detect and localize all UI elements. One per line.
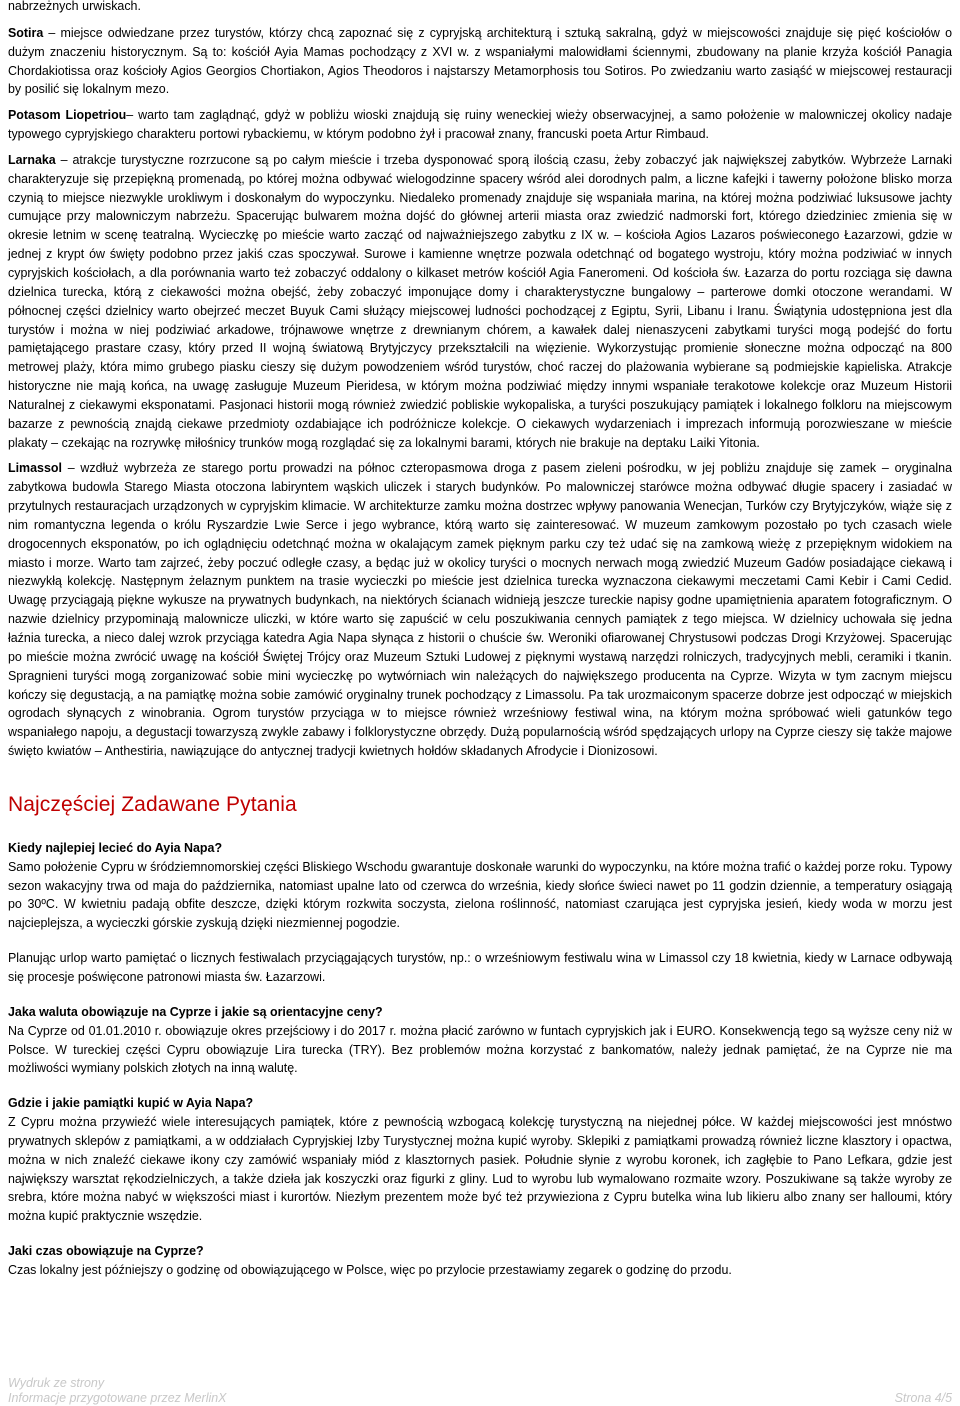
footer-print-label: Wydruk ze strony (8, 1376, 105, 1390)
attraction-text: – atrakcje turystyczne rozrzucone są po całym mieście i trzeba dysponować sporą ilością czasu, żeby zobaczyć jak największej zabytków. Wybrzeże Larnaki charakteryzuje się przepiękną promenadą, po której można odbywać wielogodzinne spacery wśród alei dorodnych palm, a liczne kafejki i tawerny położone blisko morza czynią to miejsce niezwykle urokliwym i doskonałym do wypoczynku. Niedaleko promenady znajduje się wspaniała marina, na której można podziwiać luksusowe jachty cumujące przy malowniczym nabrzeżu. Spacerując bulwarem można dojść do głównej arterii miasta oraz zwiedzić nadmorski fort, którego dziedziniec zmienia się w okresie letnim w scenę teatralną. Wycieczkę po mieście warto zacząć od najważniejszego zabytku z IX w. – kościoła Agios Lazaros poświeconego Łazarzowi, gdzie w jednej z krypt ów święty podobno przez jakiś czas spoczywał. Surowe i kamienne wnętrze pozwala odetchnąć od bogatego wystroju, który można podziwiać w innych cypryjskich kościołach, a dla porównania warto też zobaczyć oddalony o kilkaset metrów kościół Agia Faneromeni. Od kościoła św. Łazarza do portu rozciąga się dawna dzielnica turecka, którą z ciekawości można obejść, żeby zobaczyć imponujące domy i charakterystyczne bungalowy – parterowe domki otoczone werandami. W północnej części dzielnicy warto obejrzeć meczet Buyuk Cami służący miejscowej ludności pochodzącej z Egiptu, Syrii, Libanu i Iranu. Świątynia udostępniona jest dla turystów i można w niej podziwiać arkadowe, trójnawowe wnętrze z drewnianym chórem, a kawałek dalej nienaszyceni zabytkami turyści mogą podejść do fortu pamiętającego prastare czasy, który przed II wojną światową Brytyjczycy przekształcili na więzienie. Wykorzystując promienie słoneczne można odpocząć na 800 metrowej plaży, która mimo grubego piasku cieszy się dużym powodzeniem wśród turystów, choć raczej do plażowania wybierane są podmiejskie kąpieliska. Atrakcje historyczne nie mają końca, na uwagę zasługuje Muzeum Pieridesa, w którym można podziwiać między innymi wspaniałe terakotowe kolekcje oraz Muzeum Historii Naturalnej z ciekawymi eksponatami. Pasjonaci historii mogą również zwiedzić pobliskie wykopaliska, a turyści poszukujący pamiątek i lokalnego folkloru na miejscowym bazarze z pewnością znajdą ciekawe przedmioty ozdabiające ich podróżnicze kolekcje. O ciekawych wydarzeniach i imprezach informują porozwieszane w mieście plakaty – czekając na rozrywkę miłośnicy trunków mogą rozglądać się za lokalnymi barami, których nie brakuje na deptaku Laiki Yitonia. (8, 152, 952, 450)
page-footer (8, 1376, 952, 1406)
attraction-text: – miejsce odwiedzane przez turystów, którzy chcą zapoznać się z cypryjską architekturą i sztuką sakralną, gdyż w miejscowości znajduje się pięć kościołów o dużym znaczeniu historycznym. Są to: kościół Ayia Mamas pochodzący z XVI w. z wspaniałymi malowidłami ściennymi, zbudowany na planie krzyża kościół Panagia Chordakiotissa oraz kościoły Agios Georgios Chortiakon, Agios Theodoros i najstarszy Metamorphosis tou Sotiros. Po zwiedzaniu warto zasiąść w miejscowej restauracji by posilić się lokalnym mezo. (8, 25, 952, 97)
attraction-name: Larnaka (8, 152, 56, 167)
attraction-name: Sotira (8, 25, 44, 40)
faq-item (8, 1242, 952, 1280)
attraction-text: – warto tam zaglądnąć, gdyż w pobliżu wioski znajdują się ruiny weneckiej wieży obserwacyjnej, a samo położenie w malowniczej okolicy nadaje typowego cypryjskiego charakteru portowi rybackiemu, w którym podobno żył i pracował znany, francuski poeta Artur Rimbaud. (8, 108, 952, 142)
attractions-section (8, 24, 952, 761)
faq-answer: Planując urlop warto pamiętać o licznych festiwalach przyciągających turystów, np.: o wrześniowym festiwalu wina w Limassol czy 18 kwietnia, kiedy w Larnace odbywają się procesje poświęcone patronowi miasta św. Łazarzowi. (8, 951, 952, 984)
faq-section (8, 839, 952, 1280)
faq-heading: Najczęściej Zadawane Pytania (8, 792, 297, 816)
top-fragment: nabrzeżnych urwiskach. (8, 0, 141, 13)
attraction-paragraph (8, 24, 952, 99)
faq-item (8, 839, 952, 987)
faq-answer: Samo położenie Cypru w śródziemnomorskiej części Bliskiego Wschodu gwarantuje doskonałe warunki do wypoczynku, na które można trafić o każdej porze roku. Typowy sezon wakacyjny trwa od maja do października, natomiast upalne lato od czerwca do września, kiedy słońce świeci nawet po 11 godzin dziennie, a temperatury osiągają po 30ºC. W kwietniu padają obfite deszcze, dzięki którym rozkwita soczysta, zielona roślinność, natomiast czarująca jest cypryjska jesień, kiedy woda w morzu jest najcieplejsza, a wycieczki górskie zyskują dzięki niezmiennej pogodzie. (8, 859, 952, 931)
faq-question: Jaka waluta obowiązuje na Cyprze i jakie są orientacyjne ceny? (8, 1004, 383, 1019)
footer-page-number: Strona 4/5 (894, 1391, 952, 1405)
attraction-text: – wzdłuż wybrzeża ze starego portu prowadzi na północ czteropasmowa droga z pasem zieleni pośrodku, w jej pobliżu znajduje się zamek – oryginalna zabytkowa budowla Starego Miasta otoczona labiryntem wąskich uliczek i starych budynków. Po malowniczej starówce można odbywać długie spacery i zasiadać w przytulnych restauracjach urządzonych w cypryjskim klimacie. W architekturze zamku można dostrzec wpływy panowania Wenecjan, Turków czy Brytyjczyków, wiąże się z nim romantyczna legenda o królu Ryszardzie Lwie Serce i jego wybrance, którą warto się zainteresować. W muzeum zamkowym pozostało po tych czasach wiele drogocennych eksponatów, po ich oglądnięciu odetchnąć można w okalającym zamek pięknym parku czy też udać się na zamkową wieżę z przepięknym widokiem na miasto i morze. Warto tam zajrzeć, żeby poczuć odległe czasy, a będąc już w okolicy turyści o mocnych nerwach mogą zwiedzić Muzeum Gadów posiadające ciekawą i niezwykłą kolekcję. Następnym żelaznym punktem na trasie wycieczki po mieście jest dzielnica turecka wyznaczona ciekawymi meczetami Cami Kebir i Cami Cedid. Uwagę przyciągają piękne wykusze na prywatnych budynkach, na niektórych ścianach widnieją jeszcze tureckie napisy godne upamiętnienia aparatem fotograficznym. O nazwie dzielnicy przypominają malownicze uliczki, w które warto się zapuścić w celu poszukiwania cennych pamiątek z tego miejsca. W dzielnicy uchowała się jedna łaźnia turecka, a nieco dalej wzrok przyciąga katedra Agia Napa słynąca z historii o chuście św. Weroniki ofiarowanej Chrystusowi podczas Drogi Krzyżowej. Spacerując po mieście można zwrócić uwagę na kościół Świętej Trójcy oraz Muzeum Sztuki Ludowej z pięknymi wystawą narzędzi rolniczych, tradycyjnych mebli, ceramiki i tkanin. Spragnieni turyści mogą zorganizować sobie mini wycieczkę po wytwórniach win należących do największego producenta na Cyprze. Wizyta w tym zacnym miejscu kończy się degustacją, a na pamiątkę można sobie zamówić oryginalny trunek pochodzący z Limassolu. Pa tak urozmaiconym spacerze dobrze jest odpocząć w miejskich ogrodach słynących z winobrania. Ogrom turystów przyciąga w to miejsce również wrześniowy festiwal wina, na którym można spróbować wieli gatunków tego wspaniałego napoju, a degustacji towarzyszą zwykle zabawy i folklorystyczne obrzędy. Dużą popularnością wśród spędzających urlopy na Cyprze cieszy się także majowe święto kwiatów – Anthestiria, nawiązujące do antycznej tradycji kwietnych hołdów składanych Afrodycie i Dionizosowi. (8, 461, 952, 759)
attraction-name: Potasom Liopetriou (8, 108, 127, 123)
faq-answer: Na Cyprze od 01.01.2010 r. obowiązuje okres przejściowy i do 2017 r. można płacić zarówno w funtach cypryjskich jak i EURO. Konsekwencją tego są wyższe ceny niż w Polsce. W tureckiej części Cypru obowiązuje Lira turecka (TRY). Bez problemów można korzystać z bankomatów, należy jednak pamiętać, że na Cyprze nie ma możliwości wymiany polskich złotych na inną walutę. (8, 1023, 952, 1076)
faq-question: Gdzie i jakie pamiątki kupić w Ayia Napa? (8, 1096, 254, 1111)
document-page (8, 0, 952, 1296)
faq-answer: Z Cypru można przywieźć wiele interesujących pamiątek, które z pewnością wzbogacą kolekcję turystyczną na niejednej półce. W każdej miejscowości jest mnóstwo prywatnych sklepów z pamiątkami, a w oddziałach Cypryjskiej Izby Turystycznej można kupić wyroby. Sklepiki z pamiątkami prowadzą również liczne klasztory i opactwa, można w nich znaleźć ciekawe ikony czy zamówić wspaniały miód z klasztornych pasiek. Południe słynie z wyrobu koronek, ich zagłębie to Pano Lefkara, gdzie jest największy warsztat rękodzielniczych, a także dzieła jak koszyczki oraz figurki z gliny. Lud to wyrobu lub wymalowano rozmaite wzory. Poszukiwane są także wyroby ze srebra, które można nabyć w większości miast i kurortów. Niezłym prezentem może być też przywieziona z Cypru butelka wina lub likieru albo znany ser halloumi, który można kupić praktycznie wszędzie. (8, 1115, 952, 1224)
attraction-paragraph (8, 106, 952, 144)
footer-row (8, 1391, 952, 1406)
attraction-name: Limassol (8, 461, 62, 476)
faq-item (8, 1094, 952, 1226)
faq-question: Jaki czas obowiązuje na Cyprze? (8, 1244, 204, 1259)
faq-item (8, 1003, 952, 1078)
attraction-paragraph (8, 459, 952, 761)
faq-answer: Czas lokalny jest późniejszy o godzinę od obowiązującego w Polsce, więc po przylocie przestawiamy zegarek o godzinę do przodu. (8, 1262, 732, 1277)
attraction-paragraph (8, 151, 952, 453)
faq-question: Kiedy najlepiej lecieć do Ayia Napa? (8, 840, 223, 855)
footer-source: Informacje przygotowane przez MerlinX (8, 1391, 227, 1405)
